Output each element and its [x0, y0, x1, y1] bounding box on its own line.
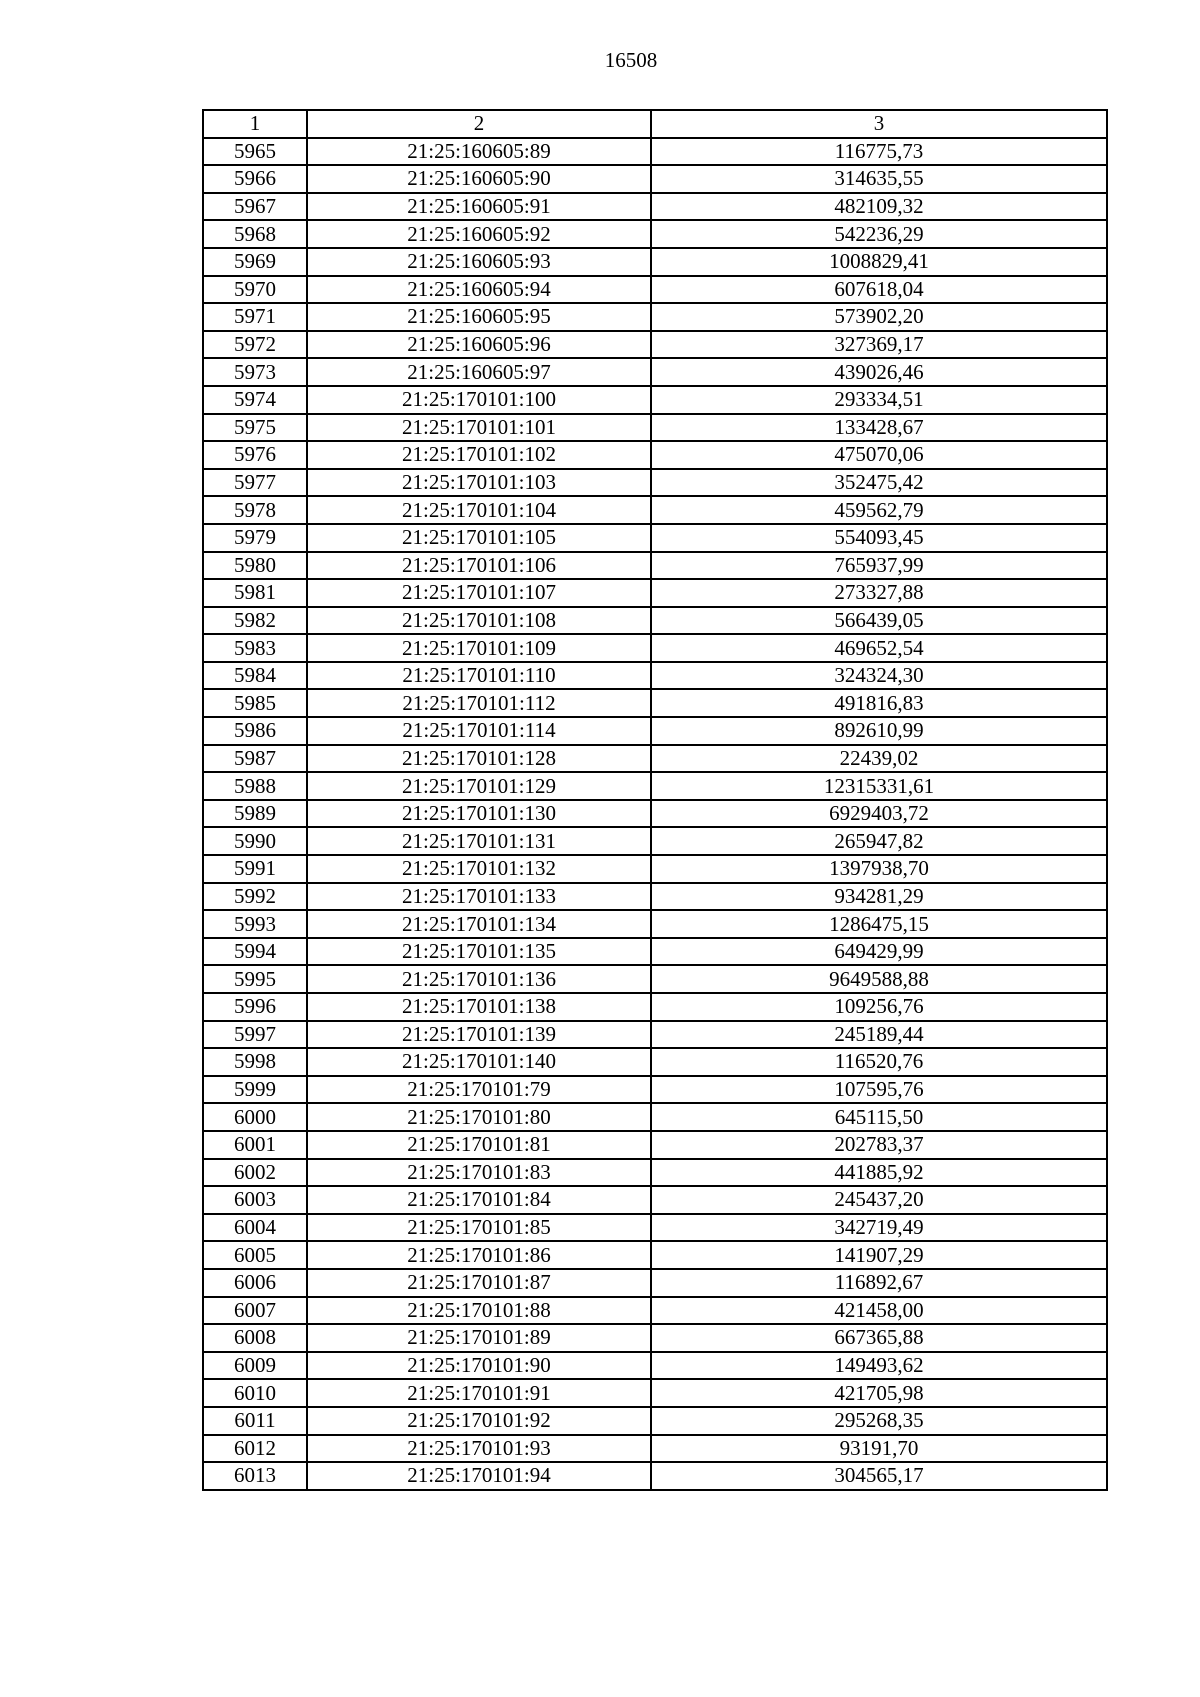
cadastral-number-cell: 21:25:170101:132	[307, 855, 651, 883]
table-row	[203, 303, 1107, 331]
value-cell: 1286475,15	[651, 910, 1107, 938]
table-row	[203, 1462, 1107, 1490]
table-row	[203, 910, 1107, 938]
row-number-cell: 5993	[203, 910, 307, 938]
value-cell: 265947,82	[651, 827, 1107, 855]
value-cell: 327369,17	[651, 331, 1107, 359]
cadastral-number-cell: 21:25:170101:93	[307, 1435, 651, 1463]
table-row	[203, 855, 1107, 883]
row-number-cell: 5967	[203, 193, 307, 221]
row-number-cell: 6008	[203, 1324, 307, 1352]
table-row	[203, 772, 1107, 800]
table-row	[203, 800, 1107, 828]
row-number-cell: 6000	[203, 1103, 307, 1131]
row-number-cell: 5977	[203, 469, 307, 497]
cadastral-number-cell: 21:25:170101:112	[307, 689, 651, 717]
row-number-cell: 6005	[203, 1241, 307, 1269]
table-row	[203, 1159, 1107, 1187]
value-cell: 421458,00	[651, 1297, 1107, 1325]
value-cell: 554093,45	[651, 524, 1107, 552]
cadastral-number-cell: 21:25:170101:80	[307, 1103, 651, 1131]
value-cell: 352475,42	[651, 469, 1107, 497]
row-number-cell: 5972	[203, 331, 307, 359]
row-number-cell: 5991	[203, 855, 307, 883]
cadastral-number-cell: 21:25:170101:114	[307, 717, 651, 745]
value-cell: 314635,55	[651, 165, 1107, 193]
row-number-cell: 5968	[203, 220, 307, 248]
table-row	[203, 717, 1107, 745]
cadastral-number-cell: 21:25:170101:110	[307, 662, 651, 690]
table-row	[203, 1103, 1107, 1131]
cadastral-number-cell: 21:25:160605:90	[307, 165, 651, 193]
row-number-cell: 5975	[203, 414, 307, 442]
row-number-cell: 5986	[203, 717, 307, 745]
value-cell: 273327,88	[651, 579, 1107, 607]
value-cell: 141907,29	[651, 1241, 1107, 1269]
value-cell: 542236,29	[651, 220, 1107, 248]
table-row	[203, 414, 1107, 442]
row-number-cell: 6013	[203, 1462, 307, 1490]
table-row	[203, 1131, 1107, 1159]
cadastral-number-cell: 21:25:170101:104	[307, 496, 651, 524]
cadastral-number-cell: 21:25:170101:84	[307, 1186, 651, 1214]
cadastral-number-cell: 21:25:170101:136	[307, 965, 651, 993]
cadastral-number-cell: 21:25:170101:131	[307, 827, 651, 855]
cadastral-number-cell: 21:25:170101:94	[307, 1462, 651, 1490]
column-header-1: 1	[203, 110, 307, 138]
value-cell: 421705,98	[651, 1379, 1107, 1407]
table-row	[203, 331, 1107, 359]
table-row	[203, 1324, 1107, 1352]
cadastral-number-cell: 21:25:170101:87	[307, 1269, 651, 1297]
value-cell: 116892,67	[651, 1269, 1107, 1297]
value-cell: 645115,50	[651, 1103, 1107, 1131]
cadastral-number-cell: 21:25:170101:108	[307, 607, 651, 635]
value-cell: 566439,05	[651, 607, 1107, 635]
row-number-cell: 6002	[203, 1159, 307, 1187]
value-cell: 293334,51	[651, 386, 1107, 414]
table-row	[203, 524, 1107, 552]
cadastral-number-cell: 21:25:170101:81	[307, 1131, 651, 1159]
value-cell: 245189,44	[651, 1021, 1107, 1049]
cadastral-number-cell: 21:25:170101:88	[307, 1297, 651, 1325]
row-number-cell: 5998	[203, 1048, 307, 1076]
row-number-cell: 5982	[203, 607, 307, 635]
row-number-cell: 5983	[203, 634, 307, 662]
value-cell: 116520,76	[651, 1048, 1107, 1076]
row-number-cell: 5985	[203, 689, 307, 717]
table-row	[203, 358, 1107, 386]
cadastral-number-cell: 21:25:170101:128	[307, 745, 651, 773]
table-row	[203, 441, 1107, 469]
cadastral-number-cell: 21:25:170101:86	[307, 1241, 651, 1269]
row-number-cell: 5994	[203, 938, 307, 966]
cadastral-number-cell: 21:25:160605:94	[307, 276, 651, 304]
table-row	[203, 1186, 1107, 1214]
value-cell: 482109,32	[651, 193, 1107, 221]
table-row	[203, 220, 1107, 248]
row-number-cell: 5969	[203, 248, 307, 276]
value-cell: 22439,02	[651, 745, 1107, 773]
cadastral-number-cell: 21:25:170101:107	[307, 579, 651, 607]
table-row	[203, 276, 1107, 304]
row-number-cell: 6003	[203, 1186, 307, 1214]
value-cell: 667365,88	[651, 1324, 1107, 1352]
value-cell: 295268,35	[651, 1407, 1107, 1435]
table-row	[203, 827, 1107, 855]
row-number-cell: 5976	[203, 441, 307, 469]
table-row	[203, 993, 1107, 1021]
value-cell: 149493,62	[651, 1352, 1107, 1380]
row-number-cell: 5990	[203, 827, 307, 855]
cadastral-number-cell: 21:25:160605:97	[307, 358, 651, 386]
cadastral-number-cell: 21:25:160605:89	[307, 138, 651, 166]
cadastral-number-cell: 21:25:170101:92	[307, 1407, 651, 1435]
cadastral-number-cell: 21:25:170101:101	[307, 414, 651, 442]
row-number-cell: 6006	[203, 1269, 307, 1297]
row-number-cell: 5996	[203, 993, 307, 1021]
table-row	[203, 496, 1107, 524]
row-number-cell: 6007	[203, 1297, 307, 1325]
cadastral-number-cell: 21:25:170101:89	[307, 1324, 651, 1352]
table-row	[203, 469, 1107, 497]
table-row	[203, 634, 1107, 662]
cadastral-number-cell: 21:25:170101:138	[307, 993, 651, 1021]
value-cell: 439026,46	[651, 358, 1107, 386]
table-row	[203, 1214, 1107, 1242]
value-cell: 9649588,88	[651, 965, 1107, 993]
value-cell: 441885,92	[651, 1159, 1107, 1187]
table-row	[203, 607, 1107, 635]
table-row	[203, 689, 1107, 717]
value-cell: 116775,73	[651, 138, 1107, 166]
row-number-cell: 5965	[203, 138, 307, 166]
row-number-cell: 5987	[203, 745, 307, 773]
cadastral-number-cell: 21:25:170101:105	[307, 524, 651, 552]
row-number-cell: 6010	[203, 1379, 307, 1407]
value-cell: 133428,67	[651, 414, 1107, 442]
table-row	[203, 1435, 1107, 1463]
row-number-cell: 5995	[203, 965, 307, 993]
row-number-cell: 5979	[203, 524, 307, 552]
value-cell: 109256,76	[651, 993, 1107, 1021]
table-header-row	[203, 110, 1107, 138]
row-number-cell: 6001	[203, 1131, 307, 1159]
table-row	[203, 248, 1107, 276]
row-number-cell: 5997	[203, 1021, 307, 1049]
table-row	[203, 745, 1107, 773]
row-number-cell: 5966	[203, 165, 307, 193]
table-row	[203, 1269, 1107, 1297]
cadastral-number-cell: 21:25:170101:106	[307, 552, 651, 580]
value-cell: 304565,17	[651, 1462, 1107, 1490]
cadastral-number-cell: 21:25:170101:100	[307, 386, 651, 414]
row-number-cell: 5971	[203, 303, 307, 331]
cadastral-number-cell: 21:25:160605:92	[307, 220, 651, 248]
cadastral-number-cell: 21:25:160605:95	[307, 303, 651, 331]
table-row	[203, 965, 1107, 993]
column-header-2: 2	[307, 110, 651, 138]
table-row	[203, 662, 1107, 690]
value-cell: 245437,20	[651, 1186, 1107, 1214]
value-cell: 934281,29	[651, 883, 1107, 911]
column-header-3: 3	[651, 110, 1107, 138]
cadastral-number-cell: 21:25:170101:102	[307, 441, 651, 469]
row-number-cell: 5973	[203, 358, 307, 386]
row-number-cell: 5978	[203, 496, 307, 524]
value-cell: 892610,99	[651, 717, 1107, 745]
value-cell: 93191,70	[651, 1435, 1107, 1463]
row-number-cell: 6012	[203, 1435, 307, 1463]
row-number-cell: 5989	[203, 800, 307, 828]
row-number-cell: 5984	[203, 662, 307, 690]
table-row	[203, 883, 1107, 911]
row-number-cell: 6011	[203, 1407, 307, 1435]
value-cell: 607618,04	[651, 276, 1107, 304]
data-table	[202, 109, 1108, 1491]
table-row	[203, 1352, 1107, 1380]
table-row	[203, 552, 1107, 580]
cadastral-number-cell: 21:25:170101:139	[307, 1021, 651, 1049]
value-cell: 342719,49	[651, 1214, 1107, 1242]
cadastral-number-cell: 21:25:170101:79	[307, 1076, 651, 1104]
value-cell: 202783,37	[651, 1131, 1107, 1159]
table-row	[203, 1379, 1107, 1407]
value-cell: 1397938,70	[651, 855, 1107, 883]
table-row	[203, 1076, 1107, 1104]
row-number-cell: 6004	[203, 1214, 307, 1242]
table-row	[203, 1021, 1107, 1049]
table-row	[203, 938, 1107, 966]
value-cell: 6929403,72	[651, 800, 1107, 828]
value-cell: 765937,99	[651, 552, 1107, 580]
row-number-cell: 5974	[203, 386, 307, 414]
page-number: 16508	[604, 48, 658, 72]
table-row	[203, 138, 1107, 166]
cadastral-number-cell: 21:25:170101:135	[307, 938, 651, 966]
value-cell: 491816,83	[651, 689, 1107, 717]
cadastral-number-cell: 21:25:170101:109	[307, 634, 651, 662]
value-cell: 475070,06	[651, 441, 1107, 469]
table-row	[203, 165, 1107, 193]
row-number-cell: 6009	[203, 1352, 307, 1380]
value-cell: 649429,99	[651, 938, 1107, 966]
table-row	[203, 1297, 1107, 1325]
cadastral-number-cell: 21:25:170101:140	[307, 1048, 651, 1076]
table-body	[203, 138, 1107, 1490]
cadastral-number-cell: 21:25:170101:85	[307, 1214, 651, 1242]
value-cell: 459562,79	[651, 496, 1107, 524]
value-cell: 1008829,41	[651, 248, 1107, 276]
value-cell: 107595,76	[651, 1076, 1107, 1104]
row-number-cell: 5988	[203, 772, 307, 800]
table-row	[203, 386, 1107, 414]
cadastral-number-cell: 21:25:170101:134	[307, 910, 651, 938]
table-row	[203, 193, 1107, 221]
table-row	[203, 579, 1107, 607]
cadastral-number-cell: 21:25:160605:93	[307, 248, 651, 276]
cadastral-number-cell: 21:25:170101:83	[307, 1159, 651, 1187]
cadastral-number-cell: 21:25:170101:133	[307, 883, 651, 911]
cadastral-number-cell: 21:25:170101:129	[307, 772, 651, 800]
row-number-cell: 5992	[203, 883, 307, 911]
table-row	[203, 1048, 1107, 1076]
row-number-cell: 5981	[203, 579, 307, 607]
table-row	[203, 1241, 1107, 1269]
cadastral-number-cell: 21:25:170101:91	[307, 1379, 651, 1407]
row-number-cell: 5980	[203, 552, 307, 580]
row-number-cell: 5999	[203, 1076, 307, 1104]
cadastral-number-cell: 21:25:170101:103	[307, 469, 651, 497]
cadastral-number-cell: 21:25:160605:96	[307, 331, 651, 359]
value-cell: 573902,20	[651, 303, 1107, 331]
value-cell: 324324,30	[651, 662, 1107, 690]
cadastral-number-cell: 21:25:160605:91	[307, 193, 651, 221]
cadastral-number-cell: 21:25:170101:90	[307, 1352, 651, 1380]
table-row	[203, 1407, 1107, 1435]
value-cell: 12315331,61	[651, 772, 1107, 800]
row-number-cell: 5970	[203, 276, 307, 304]
cadastral-number-cell: 21:25:170101:130	[307, 800, 651, 828]
value-cell: 469652,54	[651, 634, 1107, 662]
